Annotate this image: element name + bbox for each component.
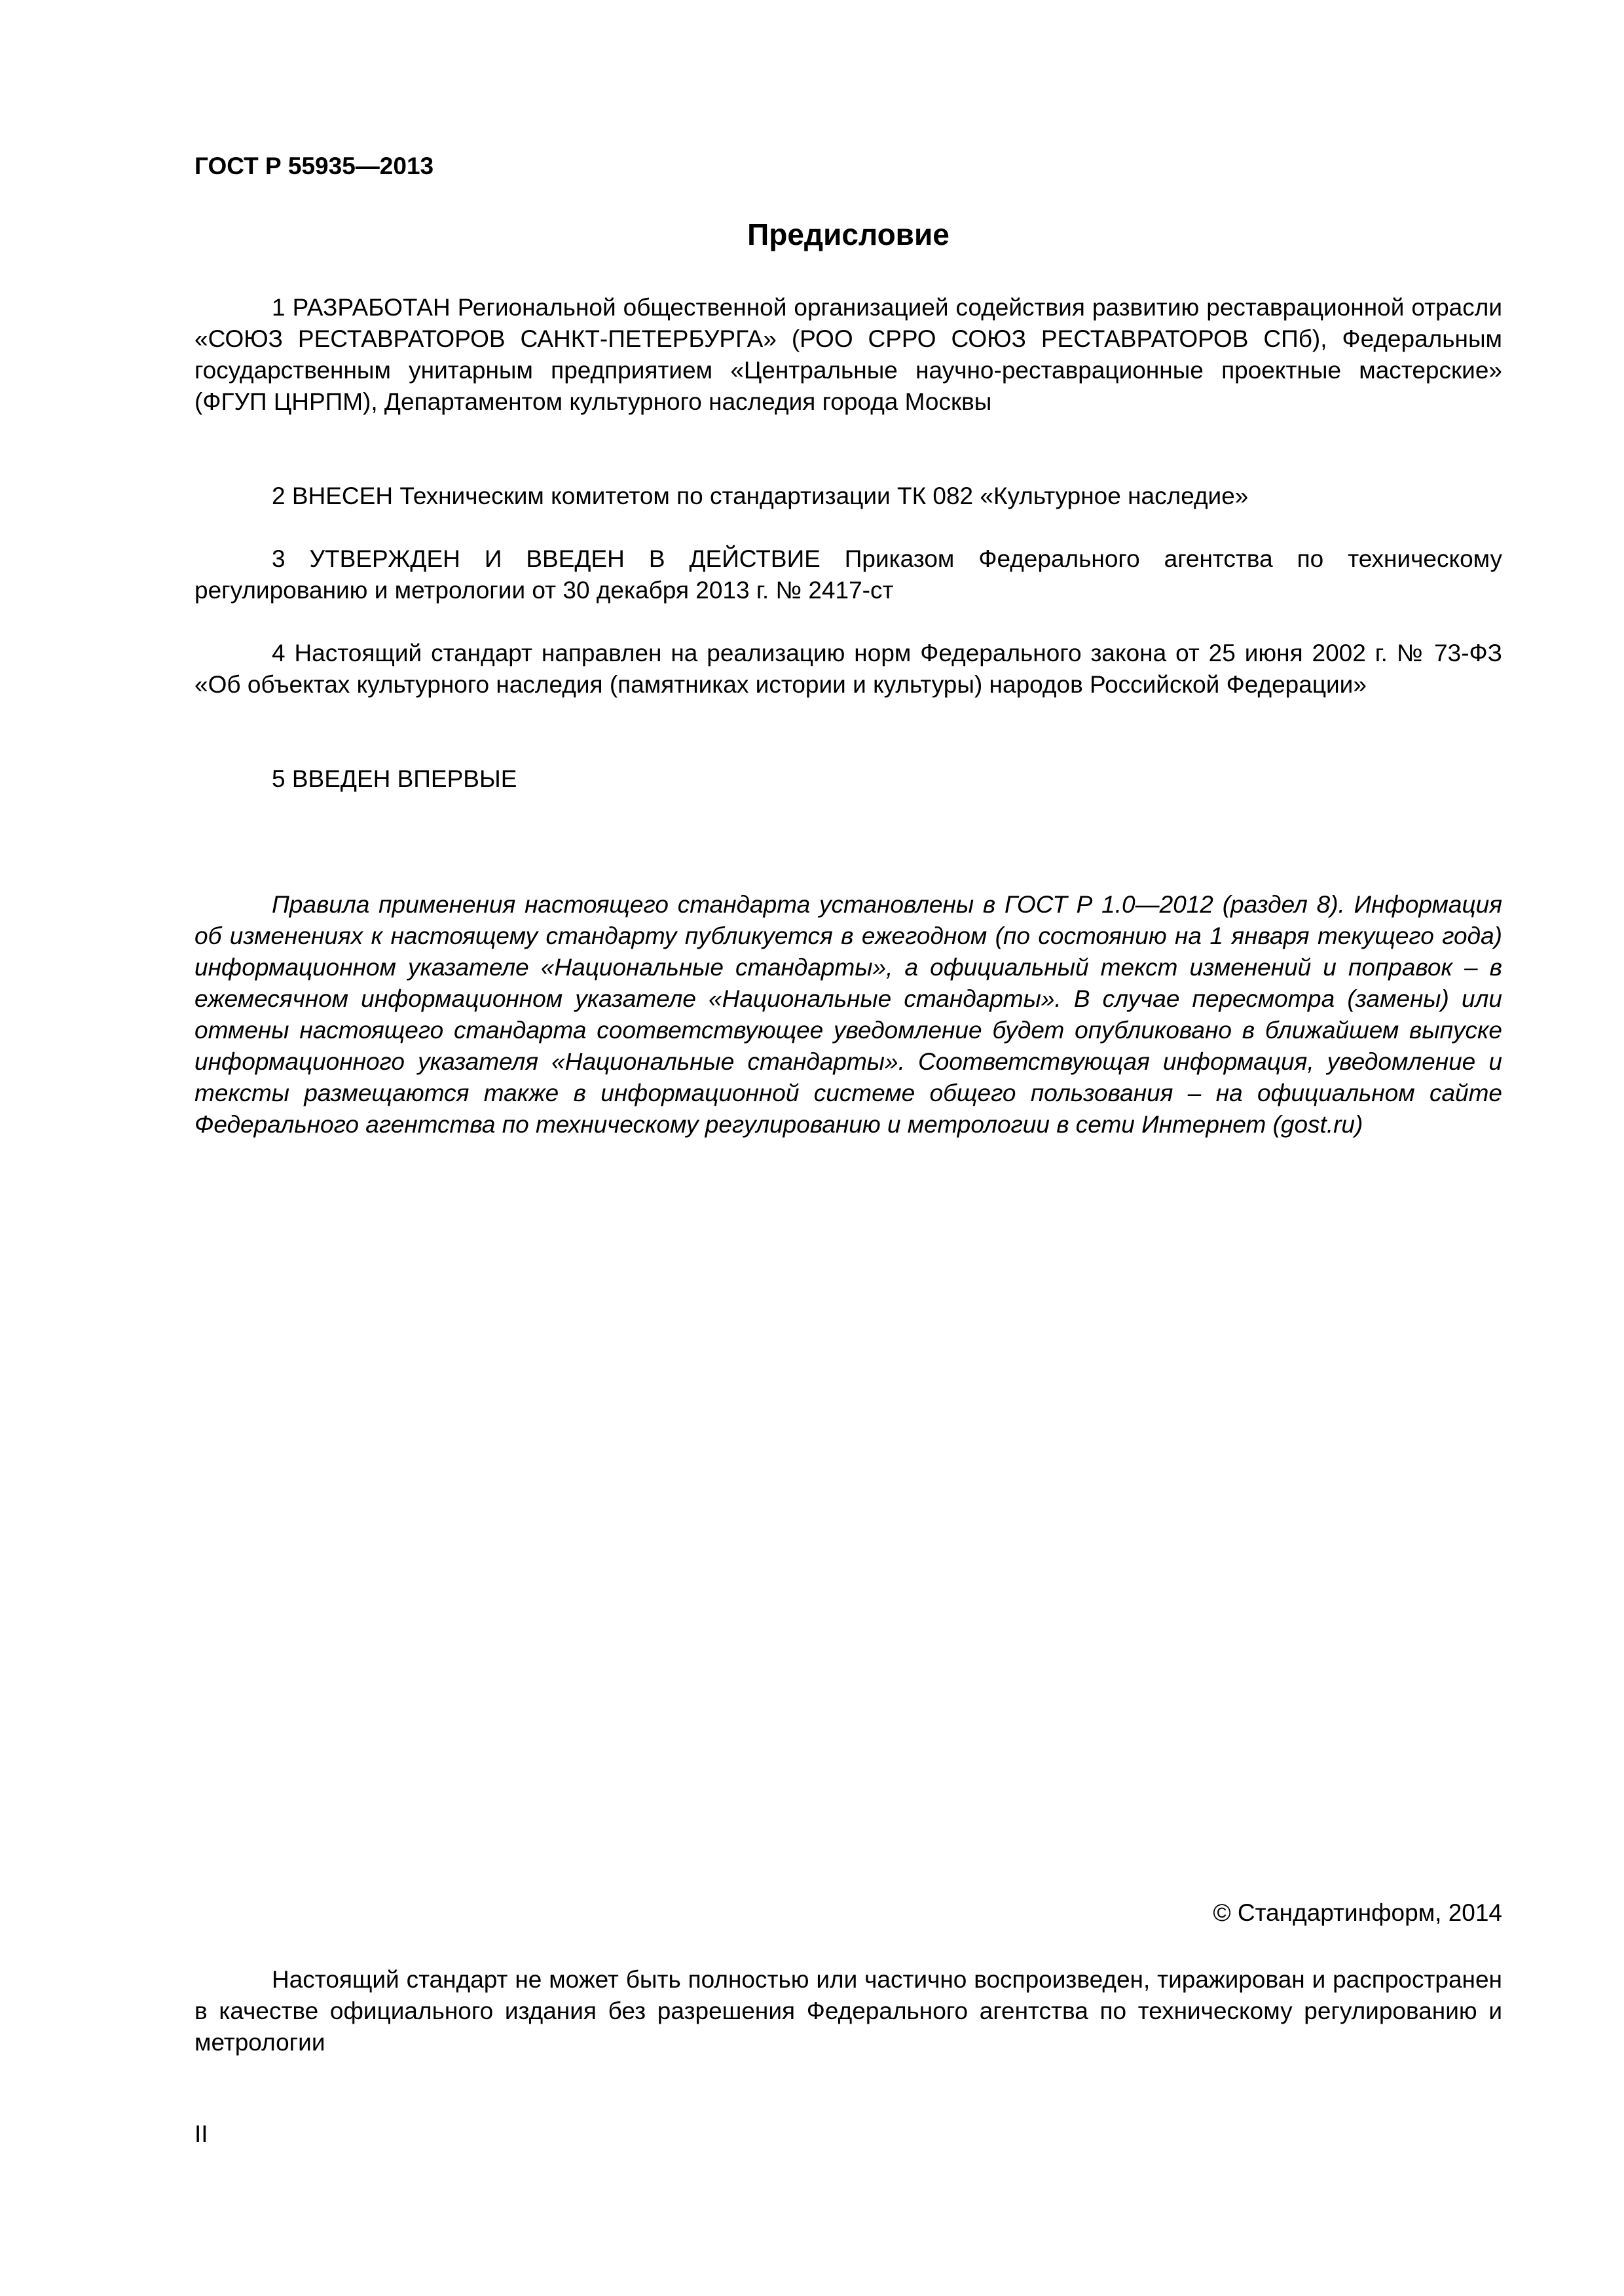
page-number: II — [194, 2121, 208, 2147]
foreword-item-3: 3 УТВЕРЖДЕН И ВВЕДЕН В ДЕЙСТВИЕ Приказом Федерального агентства по техническому регулированию и метрологии от 30 декабря 2013 г. № 2417-ст — [194, 545, 1502, 604]
reproduction-notice: Настоящий стандарт не может быть полностью или частично воспроизведен, тиражирован и распространен в качестве официального издания без разрешения Федерального агентства по техническому регулированию и метрологии — [194, 1966, 1502, 2056]
foreword-item-4: 4 Настоящий стандарт направлен на реализацию норм Федерального закона от 25 июня 2002 г. № 73-ФЗ «Об объектах культурного наследия (памятниках истории и культуры) народов Российской Федерации» — [194, 640, 1502, 698]
rules-note: Правила применения настоящего стандарта установлены в ГОСТ Р 1.0—2012 (раздел 8). Информация об изменениях к настоящему стандарту публикуется в ежегодном (по состоянию на 1 января текущего года) информационном указателе «Национальные стандарты», а официальный текст изменений и поправок – в ежемесячном информационном указателе «Национальные стандарты». В случае пересмотра (замены) или отмены настоящего стандарта соответствующее уведомление будет опубликовано в ближайшем выпуске информационного указателя «Национальные стандарты». Соответствующая информация, уведомление и тексты размещаются также в информационной системе общего пользования – на официальном сайте Федерального агентства по техническому регулированию и метрологии в сети Интернет (gost.ru) — [194, 891, 1502, 1138]
foreword-item-1: 1 РАЗРАБОТАН Региональной общественной организацией содействия развитию реставрационной отрасли «СОЮЗ РЕСТАВРАТОРОВ САНКТ-ПЕТЕРБУРГА» (РОО СРРО СОЮЗ РЕСТАВРАТОРОВ СПб), Федеральным государственным унитарным предприятием «Центральные научно-реставрационные проектные мастерские» (ФГУП ЦНРПМ), Департаментом культурного наследия города Москвы — [194, 294, 1502, 415]
foreword-item-5: 5 ВВЕДЕН ВПЕРВЫЕ — [272, 765, 517, 792]
document-code: ГОСТ Р 55935—2013 — [194, 153, 434, 179]
foreword-item-2: 2 ВНЕСЕН Техническим комитетом по стандартизации ТК 082 «Культурное наследие» — [272, 483, 1249, 509]
copyright-line: © Стандартинформ, 2014 — [1213, 1899, 1502, 1926]
page-title: Предисловие — [747, 217, 950, 251]
